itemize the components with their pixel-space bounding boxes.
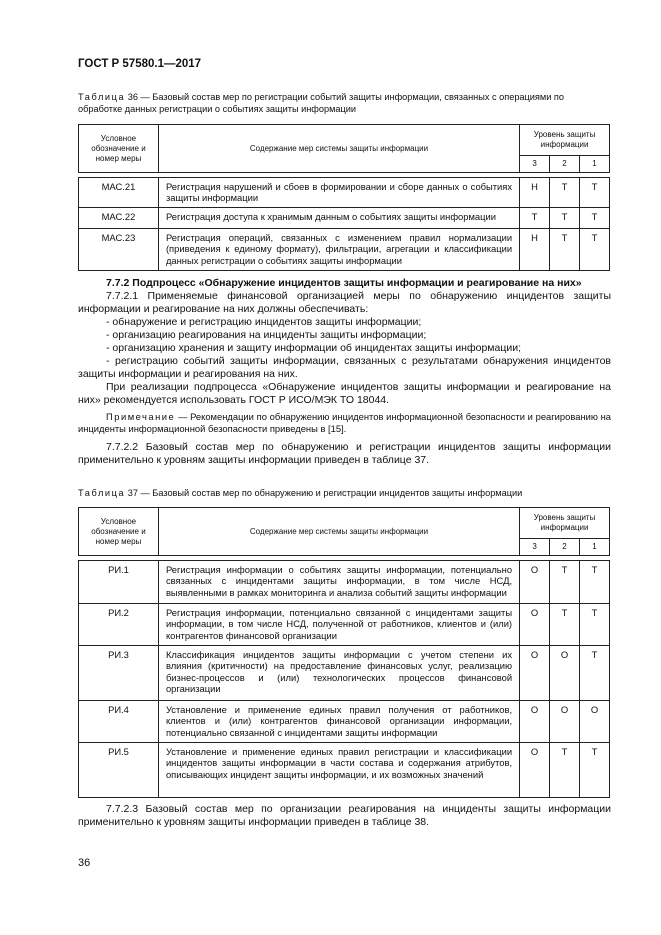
level-3-value: О — [520, 743, 550, 798]
level-1-value: О — [580, 701, 610, 743]
measure-code: МАС.21 — [79, 178, 159, 208]
level-3-value: О — [520, 604, 550, 646]
section-heading: 7.7.2 Подпроцесс «Обнаружение инцидентов защиты информации и реагирование на них» — [106, 277, 582, 289]
measure-text: Установление и применение единых правил регистрации и классификации инцидентов защиты информации в части состава и содержания атрибутов, описывающих инцидент защиты информации, и их возможных значений — [158, 743, 519, 798]
table-row — [79, 646, 610, 701]
level-3-value: О — [520, 701, 550, 743]
level-2-header: 2 — [550, 156, 580, 173]
col-levels-header: Уровень защиты информации — [520, 125, 610, 156]
bullet-item: - обнаружение и регистрацию инцидентов защиты информации; — [106, 316, 422, 328]
level-3-value: О — [520, 646, 550, 701]
table-37-caption-text: 37 — Базовый состав мер по обнаружению и регистрации инцидентов защиты информации — [125, 488, 523, 498]
table-37-caption-label: Таблица — [78, 488, 126, 498]
col-code-header: Условное обозначение и номер меры — [79, 508, 159, 556]
note-label: Примечание — [106, 411, 176, 422]
document-header: ГОСТ Р 57580.1—2017 — [78, 58, 202, 70]
measure-text: Классификация инцидентов защиты информации с учетом степени их влияния (критичности) на предоставление финансовых услуг, реализацию бизнес-процессов и (или) технологических процессов финансовой организации — [158, 646, 519, 701]
level-3-header: 3 — [520, 539, 550, 556]
paragraph-7-7-2-3-block — [78, 803, 611, 829]
level-2-value: Т — [550, 178, 580, 208]
level-3-value: О — [520, 561, 550, 604]
level-1-header: 1 — [580, 156, 610, 173]
table-37 — [78, 507, 610, 798]
table-row — [79, 561, 610, 604]
measure-code: РИ.2 — [79, 604, 159, 646]
level-1-value: Т — [580, 604, 610, 646]
level-1-value: Т — [580, 646, 610, 701]
level-3-header: 3 — [520, 156, 550, 173]
measure-text: Регистрация информации о событиях защиты информации, потенциально связанных с инцидентами защиты информации, в том числе НСД, выявленными в рамках мониторинга и анализа событий защиты информации — [158, 561, 519, 604]
table-36-caption-label: Таблица — [78, 92, 126, 102]
measure-code: РИ.4 — [79, 701, 159, 743]
col-content-header: Содержание мер системы защиты информации — [158, 508, 519, 556]
table-36 — [78, 124, 610, 271]
level-2-value: Т — [550, 229, 580, 271]
bullet-item: - регистрацию событий защиты информации, связанных с результатами обнаружения инцидентов защиты информации и реагирования на них. — [78, 355, 611, 380]
level-2-value: Т — [550, 208, 580, 229]
level-1-value: Т — [580, 229, 610, 271]
level-3-value: Н — [520, 178, 550, 208]
level-2-value: Т — [550, 561, 580, 604]
level-3-value: Т — [520, 208, 550, 229]
level-1-header: 1 — [580, 539, 610, 556]
level-2-value: О — [550, 646, 580, 701]
level-1-value: Т — [580, 178, 610, 208]
level-1-value: Т — [580, 208, 610, 229]
measure-code: МАС.23 — [79, 229, 159, 271]
paragraph-7-7-2-2: 7.7.2.2 Базовый состав мер по обнаружению и регистрации инцидентов защиты информации применительно к уровням защиты информации приведен в таблице 37. — [78, 441, 611, 466]
measure-code: РИ.3 — [79, 646, 159, 701]
level-3-value: Н — [520, 229, 550, 271]
level-2-value: Т — [550, 743, 580, 798]
table-36-caption-text: 36 — Базовый состав мер по регистрации событий защиты информации, связанных с операциями по обработке данных регистрации о событиях защиты информации — [78, 92, 564, 114]
table-row — [79, 701, 610, 743]
section-7-7-2 — [78, 277, 611, 467]
measure-code: РИ.1 — [79, 561, 159, 604]
measure-code: МАС.22 — [79, 208, 159, 229]
measure-text: Регистрация нарушений и сбоев в формировании и сборе данных о событиях защиты информации — [158, 178, 519, 208]
paragraph-7-7-2-3: 7.7.2.3 Базовый состав мер по организации реагирования на инциденты защиты информации применительно к уровням защиты информации приведен в таблице 38. — [78, 803, 611, 828]
bullet-item: - организацию реагирования на инциденты защиты информации; — [106, 329, 427, 341]
col-levels-header: Уровень защиты информации — [520, 508, 610, 539]
measure-code: РИ.5 — [79, 743, 159, 798]
table-row — [79, 604, 610, 646]
paragraph-recommendation: При реализации подпроцесса «Обнаружение инцидентов защиты информации и реагирование на них» рекомендуется использовать ГОСТ Р ИСО/МЭК ТО 18044. — [78, 381, 611, 406]
measure-text: Регистрация доступа к хранимым данным о событиях защиты информации — [158, 208, 519, 229]
note-text: — Рекомендации по обнаружению инцидентов информационной безопасности и реагированию на инциденты информационной безопасности приведены в [15]. — [78, 411, 611, 434]
table-36-caption — [78, 91, 608, 115]
page-number: 36 — [78, 857, 91, 869]
table-row — [79, 208, 610, 229]
measure-text: Установление и применение единых правил получения от работников, клиентов и (или) контрагентов финансовой организации информации, потенциально связанной с инцидентами защиты информации — [158, 701, 519, 743]
col-content-header: Содержание мер системы защиты информации — [158, 125, 519, 173]
measure-text: Регистрация информации, потенциально связанной с инцидентами защиты информации, в том числе НСД, полученной от работников, клиентов и (или) контрагентов финансовой организации — [158, 604, 519, 646]
level-1-value: Т — [580, 561, 610, 604]
bullet-item: - организацию хранения и защиту информации об инцидентах защиты информации; — [106, 342, 522, 354]
level-1-value: Т — [580, 743, 610, 798]
table-row — [79, 178, 610, 208]
note — [78, 411, 611, 435]
table-37-caption — [78, 487, 608, 499]
level-2-value: О — [550, 701, 580, 743]
paragraph-7-7-2-1: 7.7.2.1 Применяемые финансовой организацией меры по обнаружению инцидентов защиты информации и реагирование на них должны обеспечивать: — [78, 290, 611, 315]
col-code-header: Условное обозначение и номер меры — [79, 125, 159, 173]
level-2-header: 2 — [550, 539, 580, 556]
table-row — [79, 229, 610, 271]
level-2-value: Т — [550, 604, 580, 646]
table-row — [79, 743, 610, 798]
measure-text: Регистрация операций, связанных с изменением правил нормализации (приведения к единому формату), фильтрации, агрегации и классификации данных регистрации о событиях защиты информации — [158, 229, 519, 271]
